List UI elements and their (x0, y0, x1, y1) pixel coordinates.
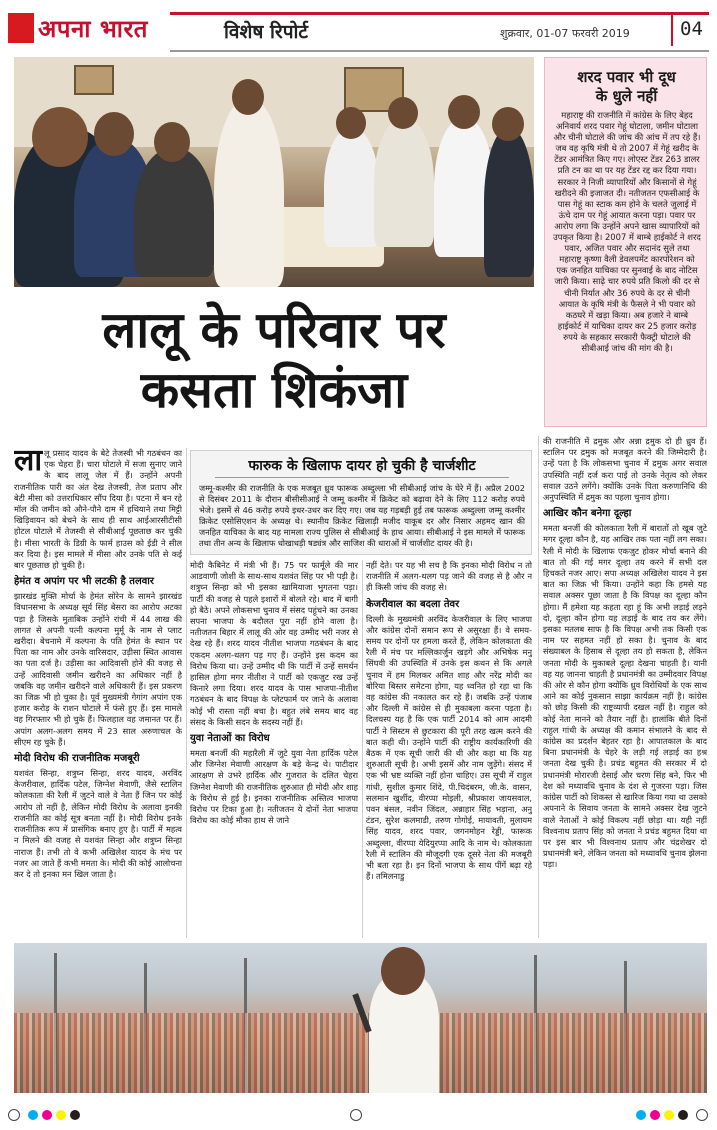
sidebar-title-line2: के धुले नहीं (595, 87, 658, 105)
page-header (8, 10, 709, 46)
photo-person-head (154, 122, 190, 162)
subhead-hemant-apang: हेमंत व अपांग पर भी लटकी है तलवार (14, 576, 154, 588)
column4-paragraph: ममता बनर्जी की कोलकाता रैली में बारातों तो खूब जुटे मगर दूल्हा कौन है, यह आखिर तक पता नहीं लग सका। रैली में मोदी के खिलाफ एकजुट होकर मोर्चा बनाने की बात तो की गई मगर दूल्हा तय करने में सभी दल हिचकते नजर आए। सपा अध्यक्ष अखिलेश यादव ने इस बात का जिक्र भी किया। उन्होंने कहा कि हमसे यह सवाल अक्सर पूछा जाता है कि विपक्ष का दूल्हा कौन होगा। मैं हमेशा यह कहता रहा हूं कि अभी लड़ाई लड़ने दो, दूल्हा कौन होगा यह लड़ाई के बाद तय कर लेंगे। इसका मतलब साफ है कि विपक्ष अभी तक किसी एक नाम पर सहमत नहीं हो सका है। चुनाव के बाद संख्याबल के हिसाब से दूल्हा तय हो सकता है, लेकिन जनता मोदी के मुकाबले दूल्हा देखना चाहती है। यानी वह यह जानना चाहती है प्रधानमंत्री का उम्मीदवार विपक्ष की ओर से कौन होगा क्योंकि ध्रुव विरोधियों के एक साथ आने का कोई नुकसान साझा कार्यक्रम नहीं है। कांग्रेस को छोड़ किसी की राष्ट्रव्यापी दखल नहीं है। राहुल को कोई नेता मानने को तैयार नहीं है। हालांकि बीते दिनों राहुल गांधी के अध्यक्ष की कमान संभालने के बाद से कांग्रेस का प्रदर्शन बेहतर रहा है। आपातकाल के बाद बिना प्रधानमंत्री के चेहरे के लड़ी गई लड़ाई का हश्र जनता देख चुकी है। प्रचंड बहुमत की सरकार में दो प्रधानमंत्री मोरारजी देसाई और चरण सिंह बने, फिर भी देश को मध्यावधि चुनाव के दंश से गुजरना पड़ा। जिस कांग्रेस पार्टी को शिकस्त से खारिज किया गया था उसको अपनाने के सिवाय जनता के सामने अक्सर देख जुटने वाले नेताओं ने कोई विकल्प नहीं छोड़ा था। यही नहीं विश्वनाथ प्रताप सिंह को जनता ने प्रचंड बहुमत दिया था पर इस बार भी विश्वनाथ प्रताप और चंद्रशेखर दो प्रधानमंत्री बने, लेकिन जनता को मध्यावधि चुनाव झेलना पड़ा। (543, 523, 707, 870)
column1-paragraph: यशवंत सिन्हा, शत्रुघ्न सिन्हा, शरद यादव, अरविंद केजरीवाल, हार्दिक पटेल, जिग्नेश मेवाणी, जैसे स्टालिन कोलकाता की रैली में जुटने वाले वे नेता हैं जिन पर कोई आरोप तो नहीं है, लेकिन मोदी विरोध के अलावा इनकी राजनीति का कोई सूत्र बनता नहीं है। मोदी विरोध इनके राजनीतिक रूप में प्रासंगिक बनाए हुए है। पार्टी में महत्व न मिलने की वजह से यशवंत सिन्हा और शत्रुघ्न सिन्हा नाराज हैं। तभी तो वे कभी अखिलेश यादव के मंच पर नजर आ जाते हैं कभी ममता के। मोदी की कोई आलोचना कर दे तो इनका मन खिल जाता है। (14, 768, 182, 879)
farooq-box-text: जम्मू-कश्मीर की राजनीति के एक मजबूत ध्रुव फारूक अब्दुल्ला भी सीबीआई जांच के घेरे में हैं। अप्रैल 2002 से दिसंबर 2011 के दौरान बीसीसीआई ने जम्मू कश्मीर में क्रिकेट को बढ़ावा देने के लिए 112 करोड़ रुपये भेजे। इसमें से 46 करोड़ रुपये इधर-उधर कर दिए गए। जब यह गड़बड़ी हुई तब फारूक अब्दुल्ला जम्मू कश्मीर क्रिकेट एसोसिएशन के अध्यक्ष थे। स्थानीय क्रिकेट खिलाड़ी मजीद याकूब दर और निसार अहमद खान की जनहित याचिका के बाद यह मामला राज्य पुलिस से सीबीआई के हाथ आया। सीबीआई ने इस मामले में फारूक तथा तीन अन्य के खिलाफ धोखाधड़ी षड्यंत्र और साजिश की धाराओं में चार्जशीट दायर की है। (199, 483, 525, 549)
yellow-color-dot (56, 1110, 66, 1120)
photo-wall-frame (74, 65, 114, 95)
article-column-3 (366, 560, 532, 938)
magenta-color-dot (42, 1110, 52, 1120)
photo-person (374, 117, 434, 247)
cyan-color-dot (636, 1110, 646, 1120)
main-headline (14, 300, 534, 420)
registration-target-icon (350, 1109, 362, 1121)
photo-person-white-saree (214, 97, 284, 287)
registration-target-icon (696, 1109, 708, 1121)
photo-person-head (492, 107, 524, 141)
photo-person-head (388, 97, 418, 129)
dropcap: ला (14, 448, 43, 478)
article-column-4 (543, 436, 707, 938)
column-divider (186, 448, 187, 938)
section-title: विशेष रिपोर्ट (224, 21, 308, 43)
page-number: 04 (680, 18, 703, 40)
header-top-rule (170, 12, 709, 15)
photo-person (484, 127, 534, 277)
column-divider (362, 560, 363, 938)
article-column-2 (190, 560, 358, 938)
black-color-dot (70, 1110, 80, 1120)
photo-speaker (329, 943, 479, 1093)
column1-intro-paragraph (14, 448, 182, 571)
farooq-box-rule (215, 477, 509, 478)
meeting-photo (14, 57, 534, 287)
column-divider (538, 436, 539, 938)
column1-paragraph: झारखंड मुक्ति मोर्चा के हेमंत सोरेन के सामने झारखंड विधानसभा के अध्यक्ष सूर्य सिंह बेसरा का आरोप अटका पड़ा है जिसके मुताबिक उन्होंने रांची में 44 लाख की लागत से अपनी पत्नी कल्पना मुर्मू के नाम से प्लाट खरीदा। बेचनामे में कल्पना के पति हेमंत के स्थान पर पिता का नाम और उनके वारिसदार, उड़ीसा स्थित आवास का पता दर्ज है। उड़ीसा का आदिवासी होने की वजह से उन्हें आदिवासी जमीन खरीदने का अधिकार नहीं है जबकि वह जमीन खरीदने वाले अधिकारी हैं। इस प्रकरण का जिक्र भी हो चुका है। पूर्व मुख्यमंत्री गेगांग अपांग एक हजार करोड़ के राशन घोटाले में फंसे हुए हैं। इस मामले वह गिरफ्तार भी हो चुके हैं। फिलहाल वह जमानत पर हैं। अपांग अलग-अलग समय में 23 साल अरुणाचल के सीएम रह चुके हैं। (14, 591, 182, 747)
column3-paragraph: नहीं देते। पर यह भी सच है कि इनका मोदी विरोध न तो राजनीति में अलग-थलग पड़ जाने की वजह से है और न ही किसी जांच की वजह से। (366, 560, 532, 593)
photo-person (134, 147, 214, 277)
header-bottom-rule (170, 50, 709, 52)
photo-person-head (232, 79, 264, 115)
article-column-1 (14, 448, 182, 938)
sidebar-text: महाराष्ट्र की राजनीति में कांग्रेस के लिए बेहद अनिवार्य शरद पवार गेहूं घोटाला, जमीन घोटाला और चीनी घोटाले की जांच की आंच में तप रहे हैं। जब वह कृषि मंत्री थे तो 2007 में गेहूं खरीद के टेंडर आमंत्रित किए गए। लोएस्ट टेंडर 263 डालर प्रति टन का था पर यह टेंडर रद्द कर दिया गया। सरकार ने निजी व्यापारियों और किसानों से गेहूं खरीदने की इजाजत दी। नतीजतन एफसीआई के पास गेहूं का स्टाक कम होने के चलते जुलाई में ऊंचे दाम पर गेहूं आयात करना पड़ा। पवार पर आरोप लगा कि उन्होंने अपने खास व्यापारियों को उपकृत किया है। 2007 में बाम्बे हाईकोर्ट ने शरद पवार, अजित पवार और सदानंद सुले तथा महाराष्ट्र कृष्णा वैली डेवलपमेंट कारपोरेशन को एक जनहित याचिका पर सुनवाई के बाद नोटिस जारी किया। साढ़े चार रुपये प्रति किलो की दर से चीनी निर्यात और 36 रुपये के दर से चीनी आयात के कृषि मंत्री के फैसले ने भी पवार को कठघरे में खड़ा किया। अब हजारे ने बाम्बे हाईकोर्ट में याचिका दायर कर 25 हजार करोड़ रुपये के सहकार सरकारी फैक्ट्री घोटाले की सीबीआई जांच की मांग की है। (553, 110, 701, 353)
column1-intro-text: लू प्रसाद यादव के बेटे तेजस्वी भी गठबंधन का एक चेहरा हैं। चारा घोटाले में सजा सुनाए जाने के बाद लालू जेल में हैं। उन्होंने अपनी राजनीतिक पारी का अंत देख तेजस्वी, तेज प्रताप और बेटी मीसा को उत्तराधिकार सौंप दिया है। पटना में बन रहे मॉल की जमीन को औने-पौने दाम में हथियाने तथा मिट्टी खिड़िवायन को बेचने के साथ ही साथ आईआरसीटीसी होटल घोटाले में तेजस्वी से सीबीआई पूछताछ कर चुकी है। मीसा भारती के डिग्री के फार्म हाउस को ईडी ने सील कर दिया है। इस मामले में मीसा और उनके पति से कई बार पूछताछ हो चुकी है। (14, 448, 182, 571)
subhead-dulha: आखिर कौन बनेगा दूल्हा (543, 508, 632, 520)
yellow-color-dot (664, 1110, 674, 1120)
issue-date: शुक्रवार, 01-07 फरवरी 2019 (500, 27, 630, 40)
column3-paragraph: दिल्ली के मुख्यमंत्री अरविंद केजरीवाल के लिए भाजपा और कांग्रेस दोनों समान रूप से असुरक्षा हैं। वे समय-समय पर दोनों पर हमला करते हैं, लेकिन कोलकाता की रैली में मंच पर मल्लिकार्जुन खड़गे और अभिषेक मनु सिंघवी की उपस्थिति में उनके इस कथन से कि अगले चुनाव में हम मिलकर अमित शाह और नरेंद्र मोदी का बोरिया बिस्तर समेटना होगा, यह ध्वनित हो रहा था कि वह कांग्रेस की नकालत कर रहे हैं। जबकि उन्हें पंजाब और दिल्ली में कांग्रेस से ही मुकाबला करना पड़ता है। दिलचस्प यह है कि एक पार्टी 2014 को आम आदमी पार्टी ने सिस्टम से छुटकारा की पूरी तरह खत्म करने की बात कही थी। उन्होंने पार्टी की राष्ट्रीय कार्यकारिणी की बैठक में एक सूची जारी की थी और कहा था कि यह शुरुआती सूची है। अभी इसमें और नाम जुड़ेंगे। संसद में एक भी भ्रष्ट व्यक्ति नहीं होना चाहिए। उस सूची में राहुल गांधी, सुशील कुमार शिंदे, पी.चिदंबरम, जी.के. वासन, सलमान खुर्शीद, वीरप्पा मोइली, श्रीप्रकाश जायसवाल, पवन बंसल, नवीन जिंदल, अन्नाहार सिंह भड़ाना, अनु टंडन, सुरेश कलमाडी, तरुण गोगोई, मायावती, मुलायम सिंह यादव, शरद पवार, जगनमोहन रेड्डी, फारूक अब्दुल्ला, वीरप्पा येदियुरप्पा आदि के नाम थे। कोलकाता रैली में स्टालिन की मौजूदगी एक दूसरे नेता की मजबूरी भी बता रहा है। इन दिनों भाजपा के साथ पींगें बढ़ा रहे हैं। तमिलनाडु (366, 613, 532, 882)
main-headline-line1: लालू के परिवार पर (102, 301, 446, 359)
rally-photo (14, 943, 707, 1093)
print-registration-marks (0, 1106, 717, 1124)
black-color-dot (678, 1110, 688, 1120)
speaker-head (381, 947, 425, 995)
masthead-logo-block (8, 13, 34, 43)
subhead-yuva-neta: युवा नेताओं का विरोध (190, 733, 270, 745)
main-headline-line2: कसता शिकंजा (140, 361, 408, 419)
photo-person-head (336, 107, 366, 139)
masthead-title: अपना भारत (38, 13, 148, 43)
photo-person (324, 127, 379, 247)
column2-paragraph: ममता बनर्जी की महारैली में जुटे युवा नेता हार्दिक पटेल और जिग्नेश मेवाणी आरक्षण के बड़े केन्द्र थे। पाटीदार आरक्षण से उभरे हार्दिक और गुजरात के दलित चेहरा जिग्नेश मेवाणी की राजनीतिक शुरुआत ही मोदी और शाह के विरोध से हुई है। इनका राजनीतिक अस्तित्व भाजपा विरोध पर टिका हुआ है। नतीजतन ये दोनों नेता भाजपा विरोध का कोई मौका हाथ से जाने (190, 748, 358, 826)
column4-paragraph: की राजनीति में द्रमुक और अन्ना द्रमुक दो ही ध्रुव हैं। स्टालिन पर द्रमुक को मजबूत करने की जिम्मेदारी है। उन्हें पता है कि लोकसभा चुनाव में द्रमुक अगर सवाल उपस्थिति नहीं दर्ज करा पाई तो उनके नेतृत्व को लेकर सवाल उठने लगेंगे। क्योंकि उनके पिता करुणानिधि की अनुपस्थिति में द्रमुक का पहला चुनाव होगा। (543, 436, 707, 503)
photo-person-head (32, 107, 88, 167)
subhead-kejriwal: केजरीवाल का बदला तेवर (366, 598, 460, 610)
sidebar-box-sharad-pawar (544, 57, 707, 427)
magenta-color-dot (650, 1110, 660, 1120)
cyan-color-dot (28, 1110, 38, 1120)
farooq-box-title: फारुक के खिलाफ दायर हो चुकी है चार्जशीट (248, 458, 476, 474)
masthead-area (8, 10, 163, 46)
registration-target-icon (8, 1109, 20, 1121)
photo-person-head (448, 95, 480, 129)
sidebar-title (555, 68, 698, 106)
farooq-chargesheet-box (190, 450, 532, 555)
column2-paragraph: मोदी कैबिनेट में मंत्री भी हैं। 75 पर फार्मूले की मार आडवाणी जोशी के साथ-साथ यशवंत सिंह पर भी पड़ी है। शत्रुघ्न सिन्हा को भी इसका खामियाजा भुगतना पड़ा। पार्टी की वजह से पहले इशारों में बोलते रहे। बाद में बागी हो बैठे। अपने लोकसभा चुनाव में संसद पहुंचने का उनका सपना भाजपा के बदौलत पूरा नहीं होने वाला है। नतीजतन बिहार में लालू की ओर वह उम्मीद भरी नजर से देख रहे हैं। शरद यादव नीतीश भाजपा गठबंधन के बाद एकदम अलग-थलग पड़ गए हैं। उन्होंने इस कदम का विरोध किया था। उन्हें उम्मीद थी कि पार्टी में उन्हें समर्थन हासिल होगा मगर नीतीश ने पार्टी को एकजुट रख उन्हें किनारे लगा दिया। शरद यादव के पास भाजपा-नीतीश गठबंधन के बाद विपक्ष के प्लेटफार्म पर जाने के अलावा कोई भी रास्ता नहीं बचा है। बहुत लंबे समय बाद वह संसद के किसी सदन के सदस्य नहीं हैं। (190, 560, 358, 727)
subhead-modi-virodh: मोदी विरोध की राजनीतिक मजबूरी (14, 753, 140, 765)
sidebar-title-line1: शरद पवार भी दूध (577, 68, 676, 86)
photo-person-head (94, 112, 134, 156)
